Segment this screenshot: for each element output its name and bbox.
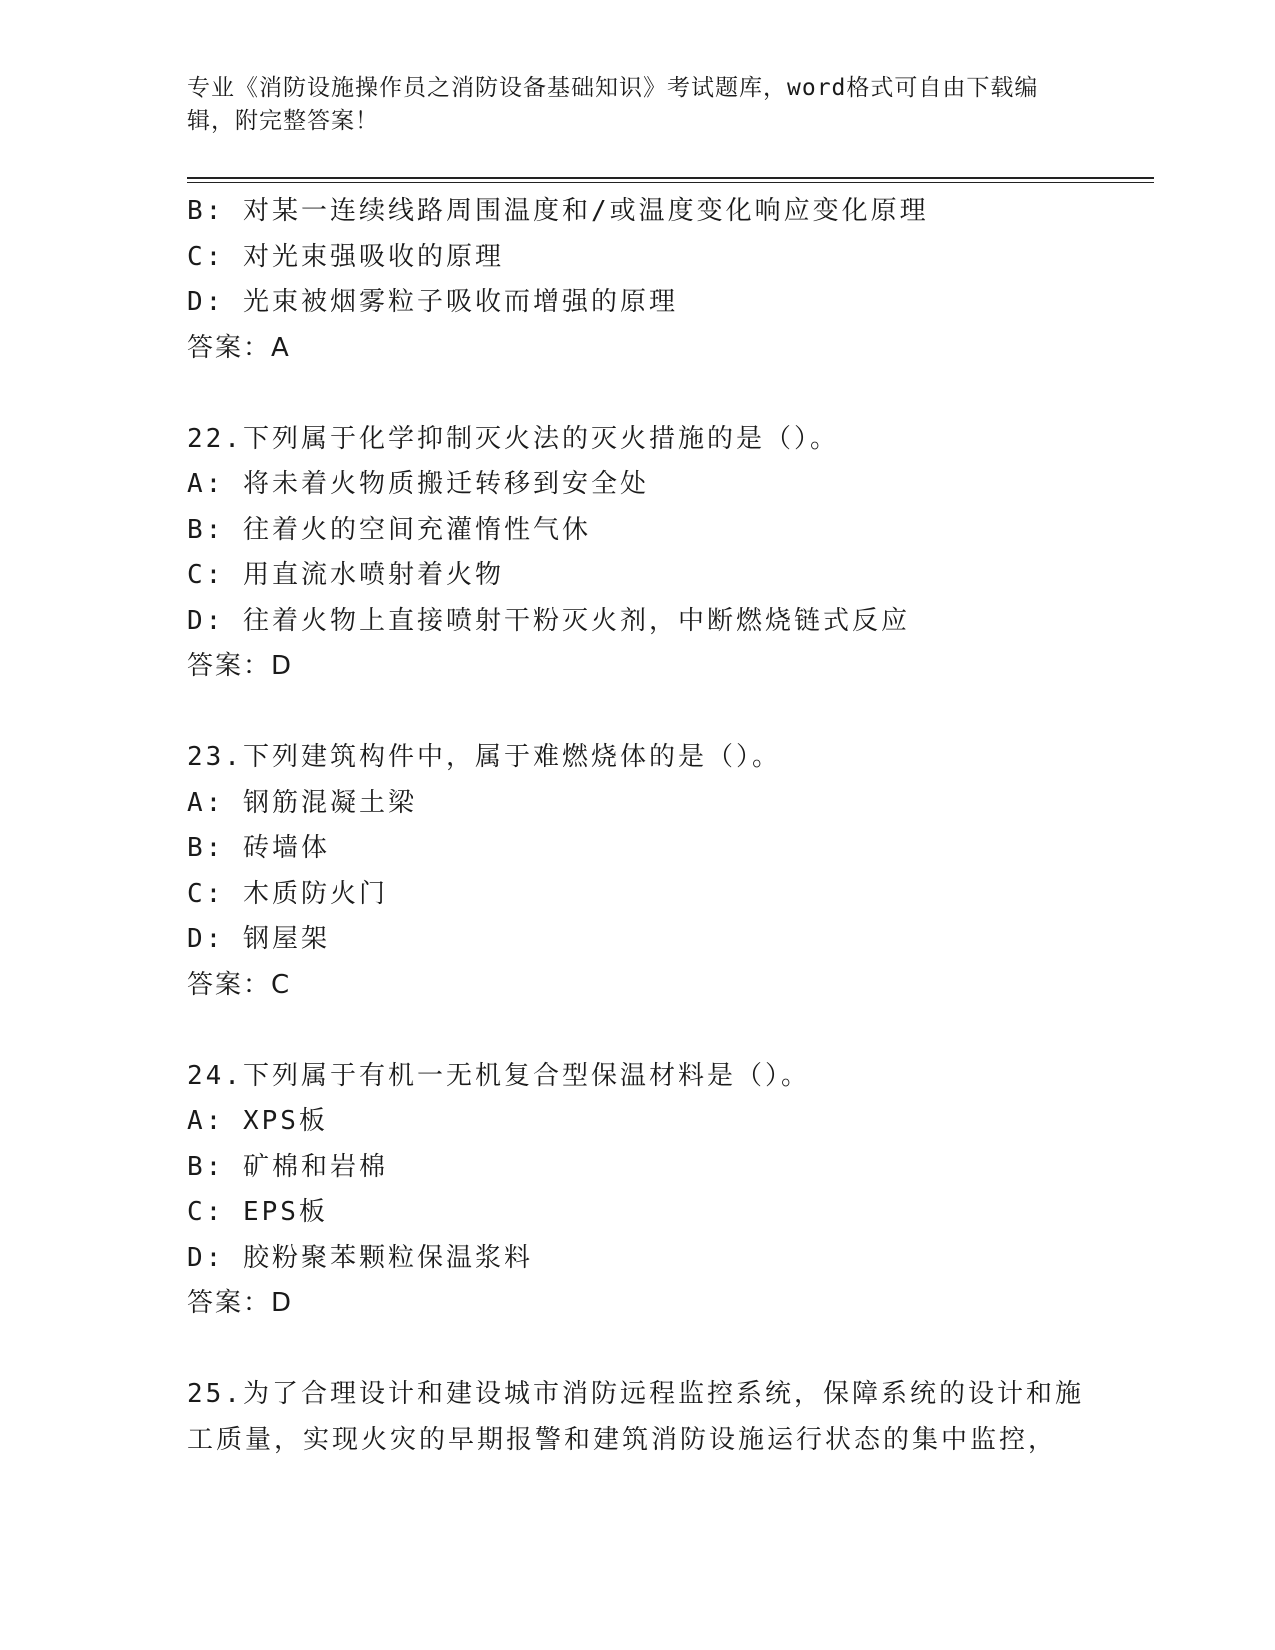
question-25 — [187, 1372, 1117, 1463]
option-c: C: 对光束强吸收的原理 — [187, 241, 504, 272]
header-divider-thin — [187, 182, 1154, 183]
option-a: A: 将未着火物质搬迁转移到安全处 — [187, 469, 649, 499]
option-b: B: 砖墙体 — [187, 833, 330, 863]
option-b: B: 往着火的空间充灌惰性气休 — [187, 514, 591, 545]
header-line-2: 辑，附完整答案！ — [187, 108, 379, 134]
spacer — [187, 371, 1117, 417]
option-d: D: 往着火物上直接喷射干粉灭火剂，中断燃烧链式反应 — [187, 605, 910, 636]
answer: 答案：D — [187, 1288, 294, 1318]
option-c: C: 木质防火门 — [187, 878, 388, 909]
question-list — [187, 189, 1117, 1463]
option-b: B: 对某一连续线路周围温度和/或温度变化响应变化原理 — [187, 196, 929, 226]
document-header — [187, 72, 1087, 138]
question-stem: 23.下列建筑构件中，属于难燃烧体的是（）。 — [187, 742, 781, 772]
answer: 答案：A — [187, 332, 291, 363]
answer: 答案：C — [187, 969, 292, 1000]
spacer — [187, 1008, 1117, 1054]
option-c: C: EPS板 — [187, 1197, 328, 1227]
question-stem-line-2: 工质量，实现火灾的早期报警和建筑消防设施运行状态的集中监控， — [187, 1424, 1058, 1455]
option-c: C: 用直流水喷射着火物 — [187, 560, 504, 590]
header-divider-thick — [187, 177, 1154, 179]
option-a: A: 钢筋混凝土梁 — [187, 787, 417, 818]
option-d: D: 光束被烟雾粒子吸收而增强的原理 — [187, 287, 678, 317]
question-21-continued — [187, 189, 1117, 371]
option-a: A: XPS板 — [187, 1106, 328, 1136]
spacer — [187, 1327, 1117, 1373]
question-stem: 24.下列属于有机一无机复合型保温材料是（）。 — [187, 1060, 810, 1091]
question-stem-line-1: 25.为了合理设计和建设城市消防远程监控系统，保障系统的设计和施 — [187, 1379, 1084, 1409]
header-line-1: 专业《消防设施操作员之消防设备基础知识》考试题库，word格式可自由下载编 — [187, 75, 1039, 101]
question-23 — [187, 735, 1117, 1008]
question-22 — [187, 417, 1117, 690]
question-24 — [187, 1054, 1117, 1327]
answer: 答案：D — [187, 651, 294, 681]
option-d: D: 钢屋架 — [187, 924, 330, 954]
question-stem: 22.下列属于化学抑制灭火法的灭火措施的是（）。 — [187, 423, 839, 454]
spacer — [187, 690, 1117, 736]
option-b: B: 矿棉和岩棉 — [187, 1151, 388, 1182]
option-d: D: 胶粉聚苯颗粒保温浆料 — [187, 1242, 533, 1273]
